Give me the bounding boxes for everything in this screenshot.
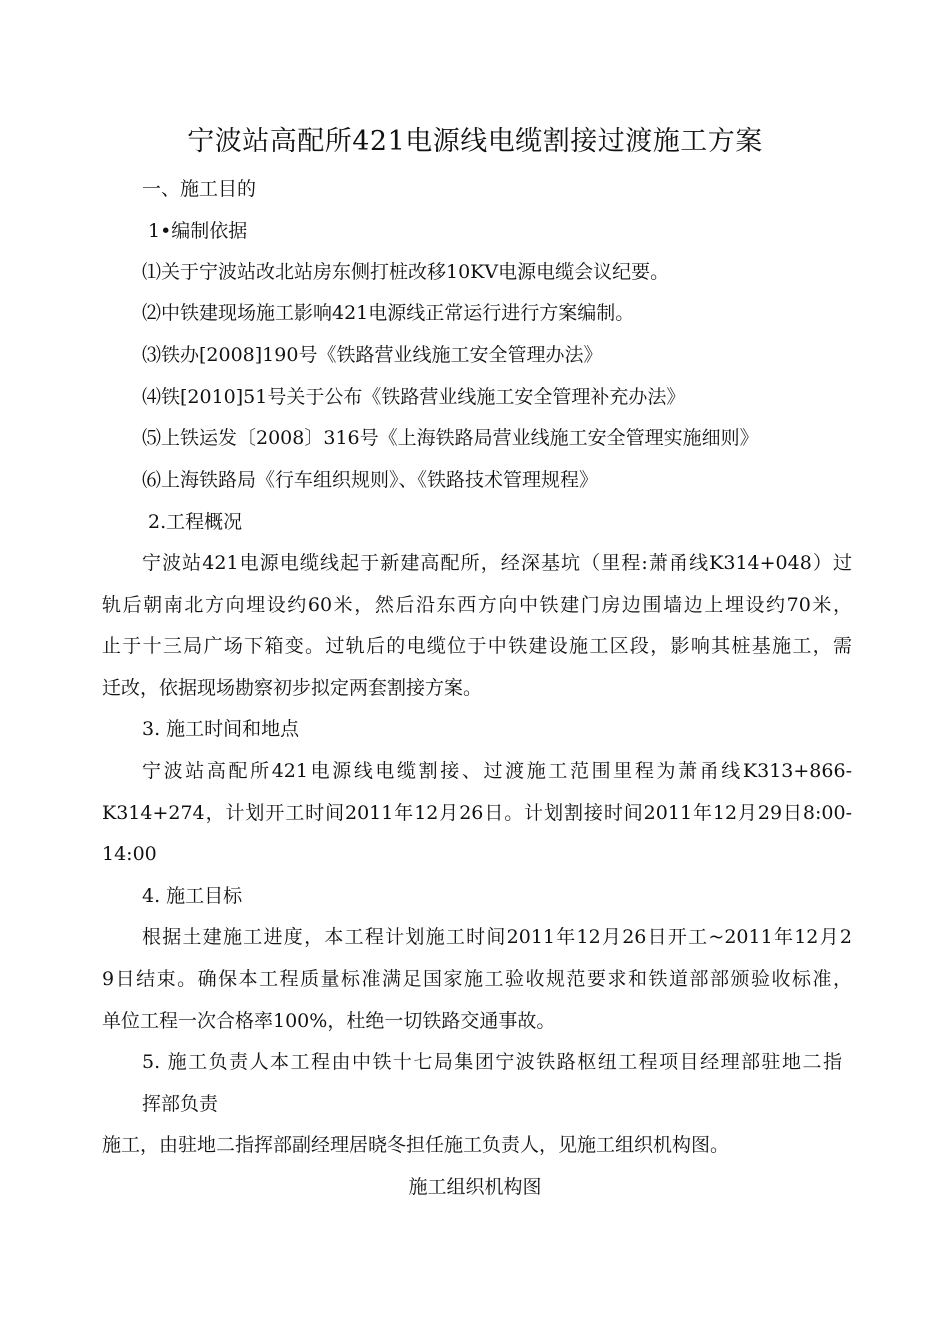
responsible-line-2: 挥部负责 bbox=[142, 1093, 219, 1115]
time-place-line-3: 14:00 bbox=[102, 843, 157, 865]
responsible-line-1: 5. 施工负责人本工程由中铁十七局集团宁波铁路枢纽工程项目经理部驻地二指 bbox=[142, 1051, 842, 1073]
basis-item-4: ⑷铁[2010]51号关于公布《铁路营业线施工安全管理补充办法》 bbox=[142, 386, 686, 408]
subheading-overview: 2.工程概况 bbox=[148, 511, 243, 533]
section-heading-purpose: 一、施工目的 bbox=[142, 178, 257, 200]
basis-item-6: ⑹上海铁路局《行车组织规则》、《铁路技术管理规程》 bbox=[142, 469, 599, 491]
overview-line-3: 止于十三局广场下箱变。过轨后的电缆位于中铁建设施工区段，影响其桩基施工，需 bbox=[102, 635, 852, 657]
subheading-time-place: 3. 施工时间和地点 bbox=[142, 718, 300, 740]
time-place-line-2: K314+274，计划开工时间2011年12月26日。计划割接时间2011年12月29日8:00- bbox=[102, 802, 852, 824]
document-title: 宁波站高配所421电源线电缆割接过渡施工方案 bbox=[187, 126, 763, 157]
overview-line-2: 轨后朝南北方向埋设约60米，然后沿东西方向中铁建门房边围墙边上埋设约70米， bbox=[102, 594, 852, 616]
org-chart-caption: 施工组织机构图 bbox=[408, 1176, 542, 1198]
subheading-basis: 1•编制依据 bbox=[148, 220, 248, 242]
overview-line-1: 宁波站421电源电缆线起于新建高配所，经深基坑（里程:萧甬线K314+048）过 bbox=[142, 552, 852, 574]
basis-item-2: ⑵中铁建现场施工影响421电源线正常运行进行方案编制。 bbox=[142, 302, 635, 324]
goal-line-1: 根据土建施工进度，本工程计划施工时间2011年12月26日开工~2011年12月2 bbox=[142, 926, 852, 948]
goal-line-2: 9日结束。确保本工程质量标准满足国家施工验收规范要求和铁道部部颁验收标准， bbox=[102, 968, 852, 990]
basis-item-1: ⑴关于宁波站改北站房东侧打桩改移10KV电源电缆会议纪要。 bbox=[142, 261, 670, 283]
overview-line-4: 迁改，依据现场勘察初步拟定两套割接方案。 bbox=[102, 677, 483, 699]
basis-item-3: ⑶铁办[2008]190号《铁路营业线施工安全管理办法》 bbox=[142, 344, 603, 366]
goal-line-3: 单位工程一次合格率100%，杜绝一切铁路交通事故。 bbox=[102, 1010, 556, 1032]
subheading-goal: 4. 施工目标 bbox=[142, 885, 243, 907]
responsible-line-3: 施工，由驻地二指挥部副经理居晓冬担任施工负责人，见施工组织机构图。 bbox=[102, 1134, 730, 1156]
basis-item-5: ⑸上铁运发〔2008〕316号《上海铁路局营业线施工安全管理实施细则》 bbox=[142, 427, 759, 449]
time-place-line-1: 宁波站高配所421电源线电缆割接、过渡施工范围里程为萧甬线K313+866- bbox=[142, 760, 852, 782]
